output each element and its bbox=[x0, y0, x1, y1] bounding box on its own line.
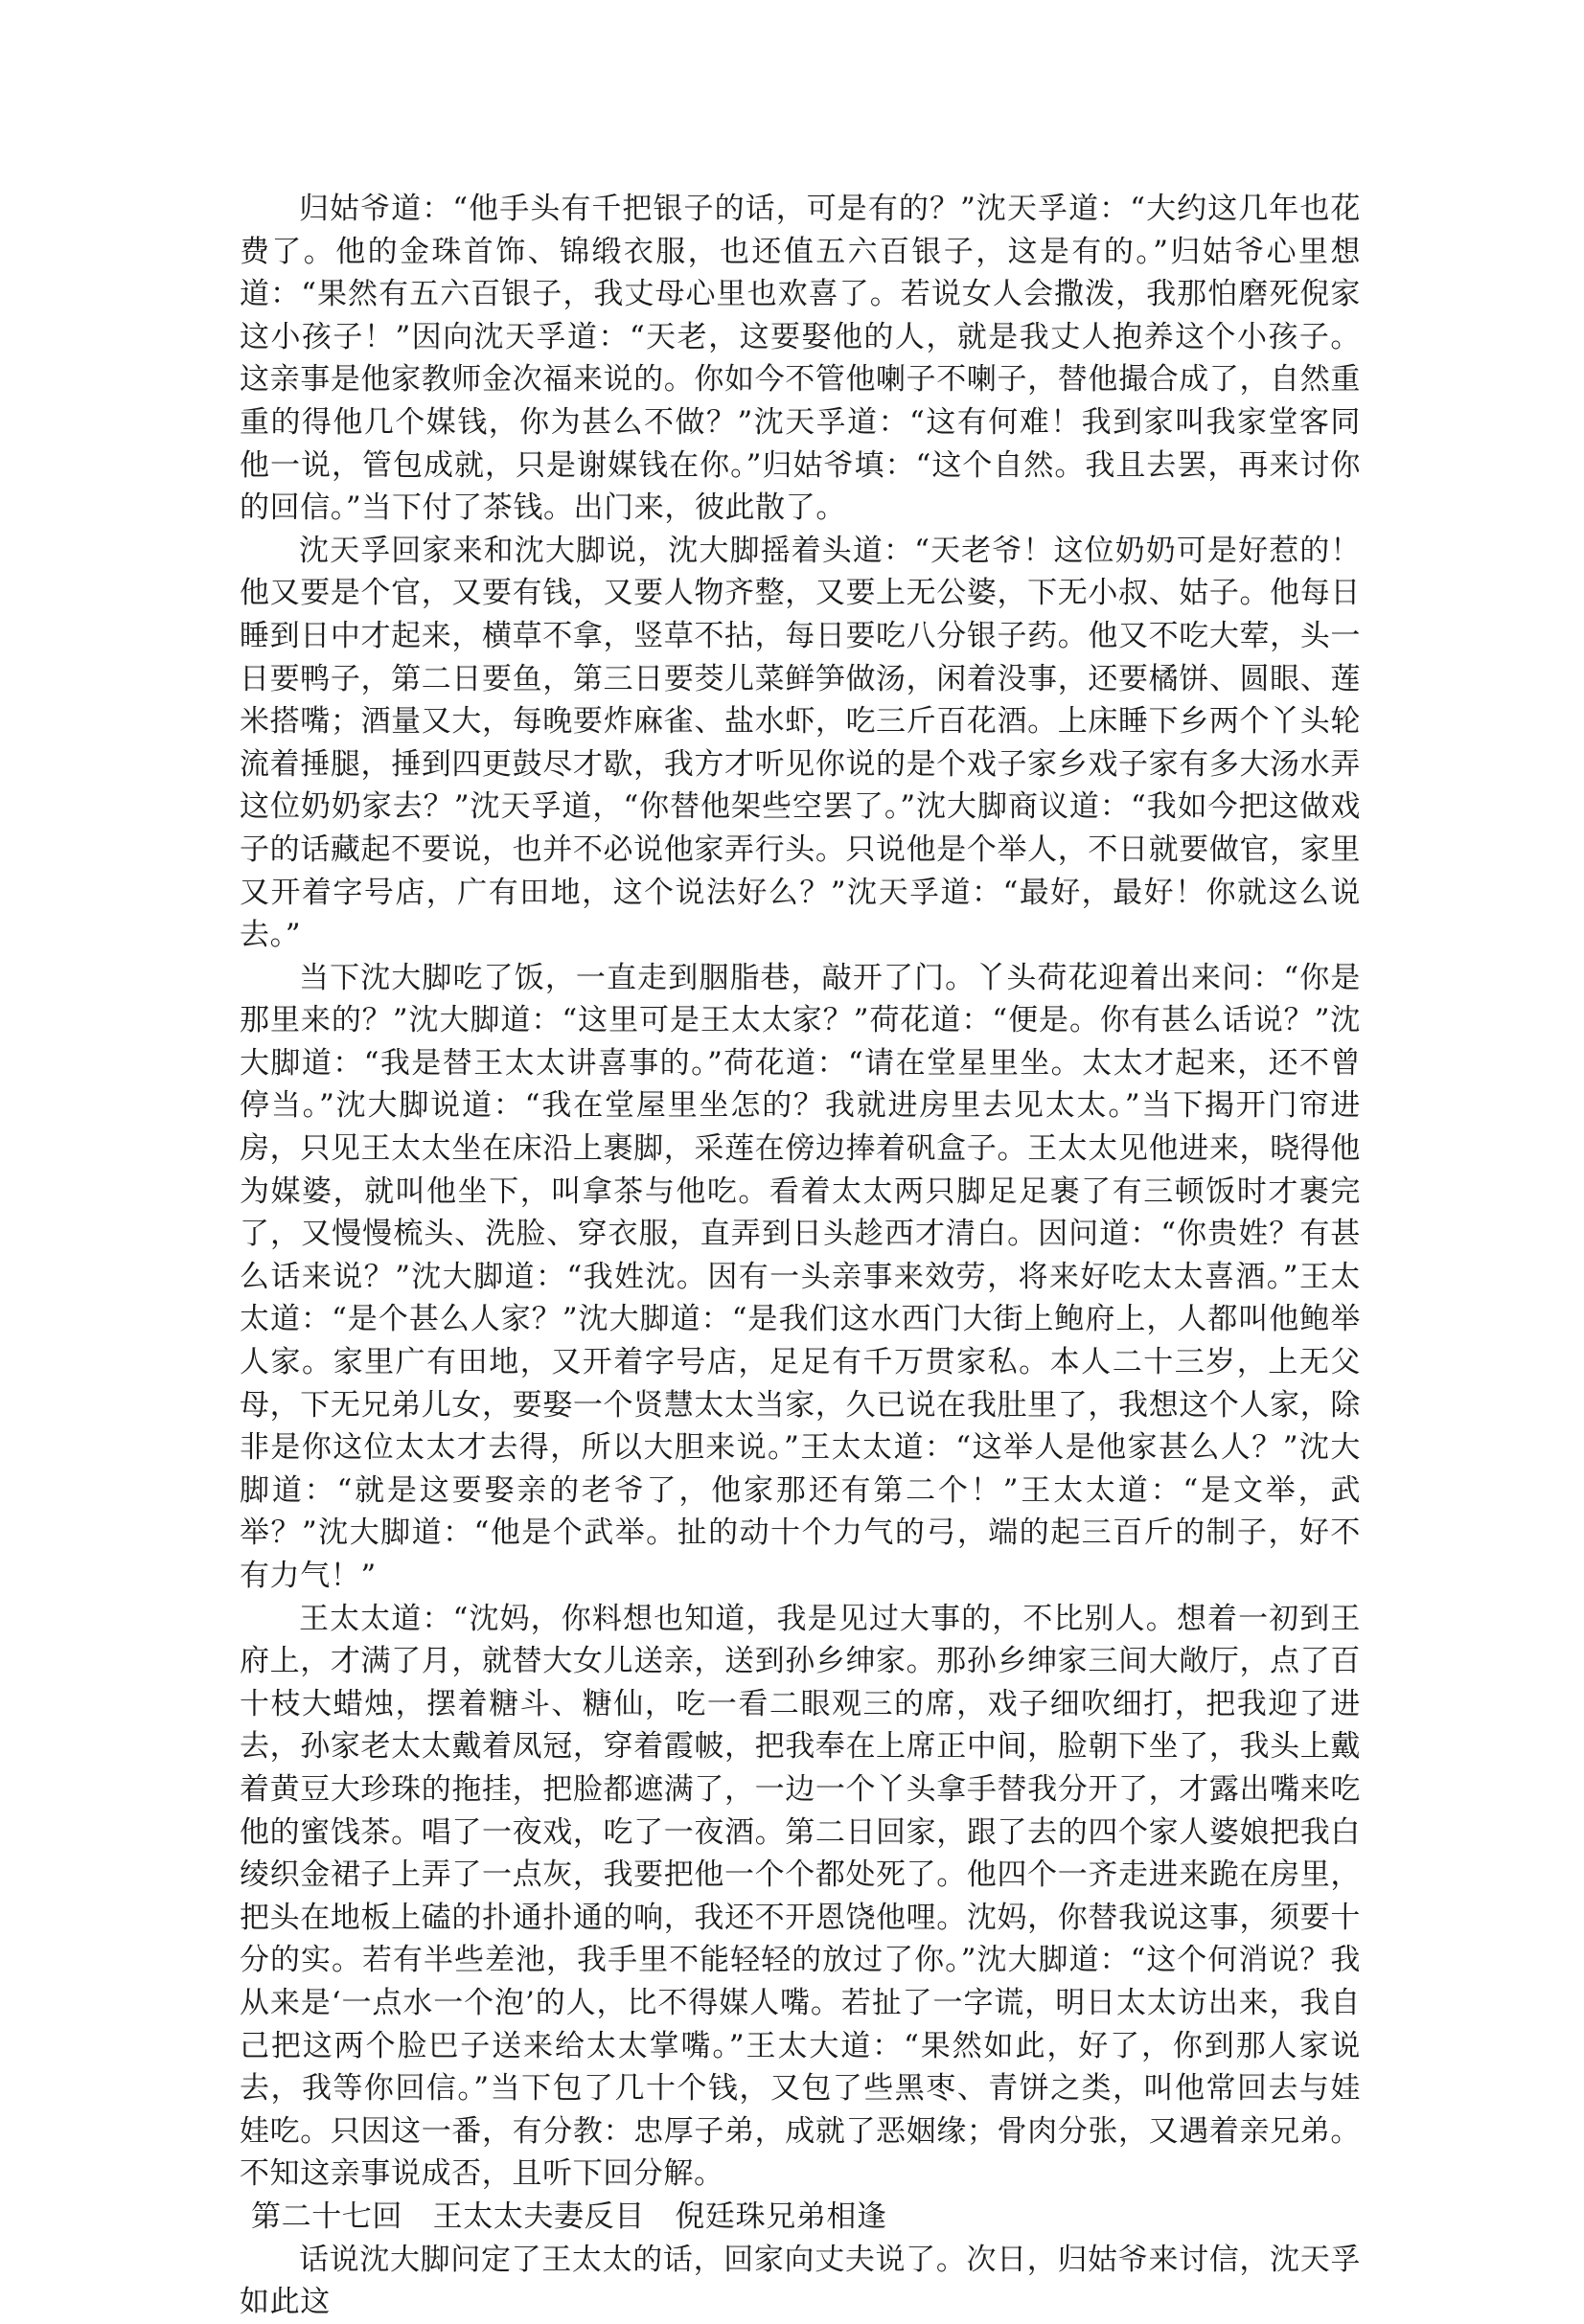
paragraph-5: 话说沈大脚问定了王太太的话，回家向丈夫说了。次日，归姑爷来讨信，沈天孚如此这 bbox=[240, 2242, 1361, 2320]
document-page bbox=[240, 188, 1361, 2324]
paragraph-3: 当下沈大脚吃了饭，一直走到胭脂巷，敲开了门。丫头荷花迎着出来问：“你是那里来的？”沈大脚道：“这里可是王太太家？”荷花道：“便是。你有甚么话说？”沈大脚道：“我是替王太太讲喜事的。”荷花道：“请在堂星里坐。太太才起来，还不曾停当。”沈大脚说道：“我在堂屋里坐怎的？我就进房里去见太太。”当下揭开门帘进房，只见王太太坐在床沿上裹脚，采莲在傍边捧着矾盒子。王太太见他进来，晓得他为媒婆，就叫他坐下，叫拿茶与他吃。看着太太两只脚足足裹了有三顿饭时才裹完了，又慢慢梳头、洗脸、穿衣服，直弄到日头趁西才清白。因问道：“你贵姓？有甚么话来说？”沈大脚道：“我姓沈。因有一头亲事来效劳，将来好吃太太喜酒。”王太太道：“是个甚么人家？”沈大脚道：“是我们这水西门大街上鲍府上，人都叫他鲍举人家。家里广有田地，又开着字号店，足足有千万贯家私。本人二十三岁，上无父母，下无兄弟儿女，要娶一个贤慧太太当家，久已说在我肚里了，我想这个人家，除非是你这位太太才去得，所以大胆来说。”王太太道：“这举人是他家甚么人？”沈大脚道：“就是这要娶亲的老爷了，他家那还有第二个！”王太太道：“是文举，武举？”沈大脚道：“他是个武举。扯的动十个力气的弓，端的起三百斤的制子，好不有力气！” bbox=[240, 960, 1361, 1593]
paragraph-1: 归姑爷道：“他手头有千把银子的话，可是有的？”沈天孚道：“大约这几年也花费了。他的金珠首饰、锦缎衣服，也还值五六百银子，这是有的。”归姑爷心里想道：“果然有五六百银子，我丈母心里也欢喜了。若说女人会撒泼，我那怕磨死倪家这小孩子！”因向沈天孚道：“天老，这要娶他的人，就是我丈人抱养这个小孩子。这亲事是他家教师金次福来说的。你如今不管他喇子不喇子，替他撮合成了，自然重重的得他几个媒钱，你为甚么不做？”沈天孚道：“这有何难！我到家叫我家堂客同他一说，管包成就，只是谢媒钱在你。”归姑爷填：“这个自然。我且去罢，再来讨你的回信。”当下付了茶钱。出门来，彼此散了。 bbox=[240, 192, 1361, 526]
paragraph-4: 王太太道：“沈妈，你料想也知道，我是见过大事的，不比别人。想着一初到王府上，才满了月，就替大女儿送亲，送到孙乡绅家。那孙乡绅家三间大敞厅，点了百十枝大蜡烛，摆着糖斗、糖仙，吃一看二眼观三的席，戏子细吹细打，把我迎了进去，孙家老太太戴着凤冠，穿着霞帔，把我奉在上席正中间，脸朝下坐了，我头上戴着黄豆大珍珠的拖挂，把脸都遮满了，一边一个丫头拿手替我分开了，才露出嘴来吃他的蜜饯茶。唱了一夜戏，吃了一夜酒。第二日回家，跟了去的四个家人婆娘把我白绫织金裙子上弄了一点灰，我要把他一个个都处死了。他四个一齐走进来跪在房里，把头在地板上磕的扑通扑通的响，我还不开恩饶他哩。沈妈，你替我说这事，须要十分的实。若有半些差池，我手里不能轻轻的放过了你。”沈大脚道：“这个何消说？我从来是‘一点水一个泡’的人，比不得媒人嘴。若扯了一字谎，明日太太访出来，我自己把这两个脸巴子送来给太太掌嘴。”王太大道：“果然如此，好了，你到那人家说去，我等你回信。”当下包了几十个钱，又包了些黑枣、青饼之类，叫他常回去与娃娃吃。只因这一番，有分教：忠厚子弟，成就了恶姻缘；骨肉分张，又遇着亲兄弟。不知这亲事说成否，且听下回分解。 bbox=[240, 1601, 1361, 2192]
paragraph-2: 沈天孚回家来和沈大脚说，沈大脚摇着头道：“天老爷！这位奶奶可是好惹的！他又要是个官，又要有钱，又要人物齐整，又要上无公婆，下无小叔、姑子。他每日睡到日中才起来，横草不拿，竖草不拈，每日要吃八分银子药。他又不吃大荤，头一日要鸭子，第二日要鱼，第三日要茭儿菜鲜笋做汤，闲着没事，还要橘饼、圆眼、莲米搭嘴；酒量又大，每晚要炸麻雀、盐水虾，吃三斤百花酒。上床睡下乡两个丫头轮流着捶腿，捶到四更鼓尽才歇，我方才听见你说的是个戏子家乡戏子家有多大汤水弄这位奶奶家去？”沈天孚道，“你替他架些空罢了。”沈大脚商议道：“我如今把这做戏子的话藏起不要说，也并不必说他家弄行头。只说他是个举人，不日就要做官，家里又开着字号店，广有田地，这个说法好么？”沈天孚道：“最好，最好！你就这么说去。” bbox=[240, 533, 1361, 953]
chapter-heading: 第二十七回 王太太夫妻反目 倪廷珠兄弟相逢 bbox=[251, 2199, 887, 2234]
